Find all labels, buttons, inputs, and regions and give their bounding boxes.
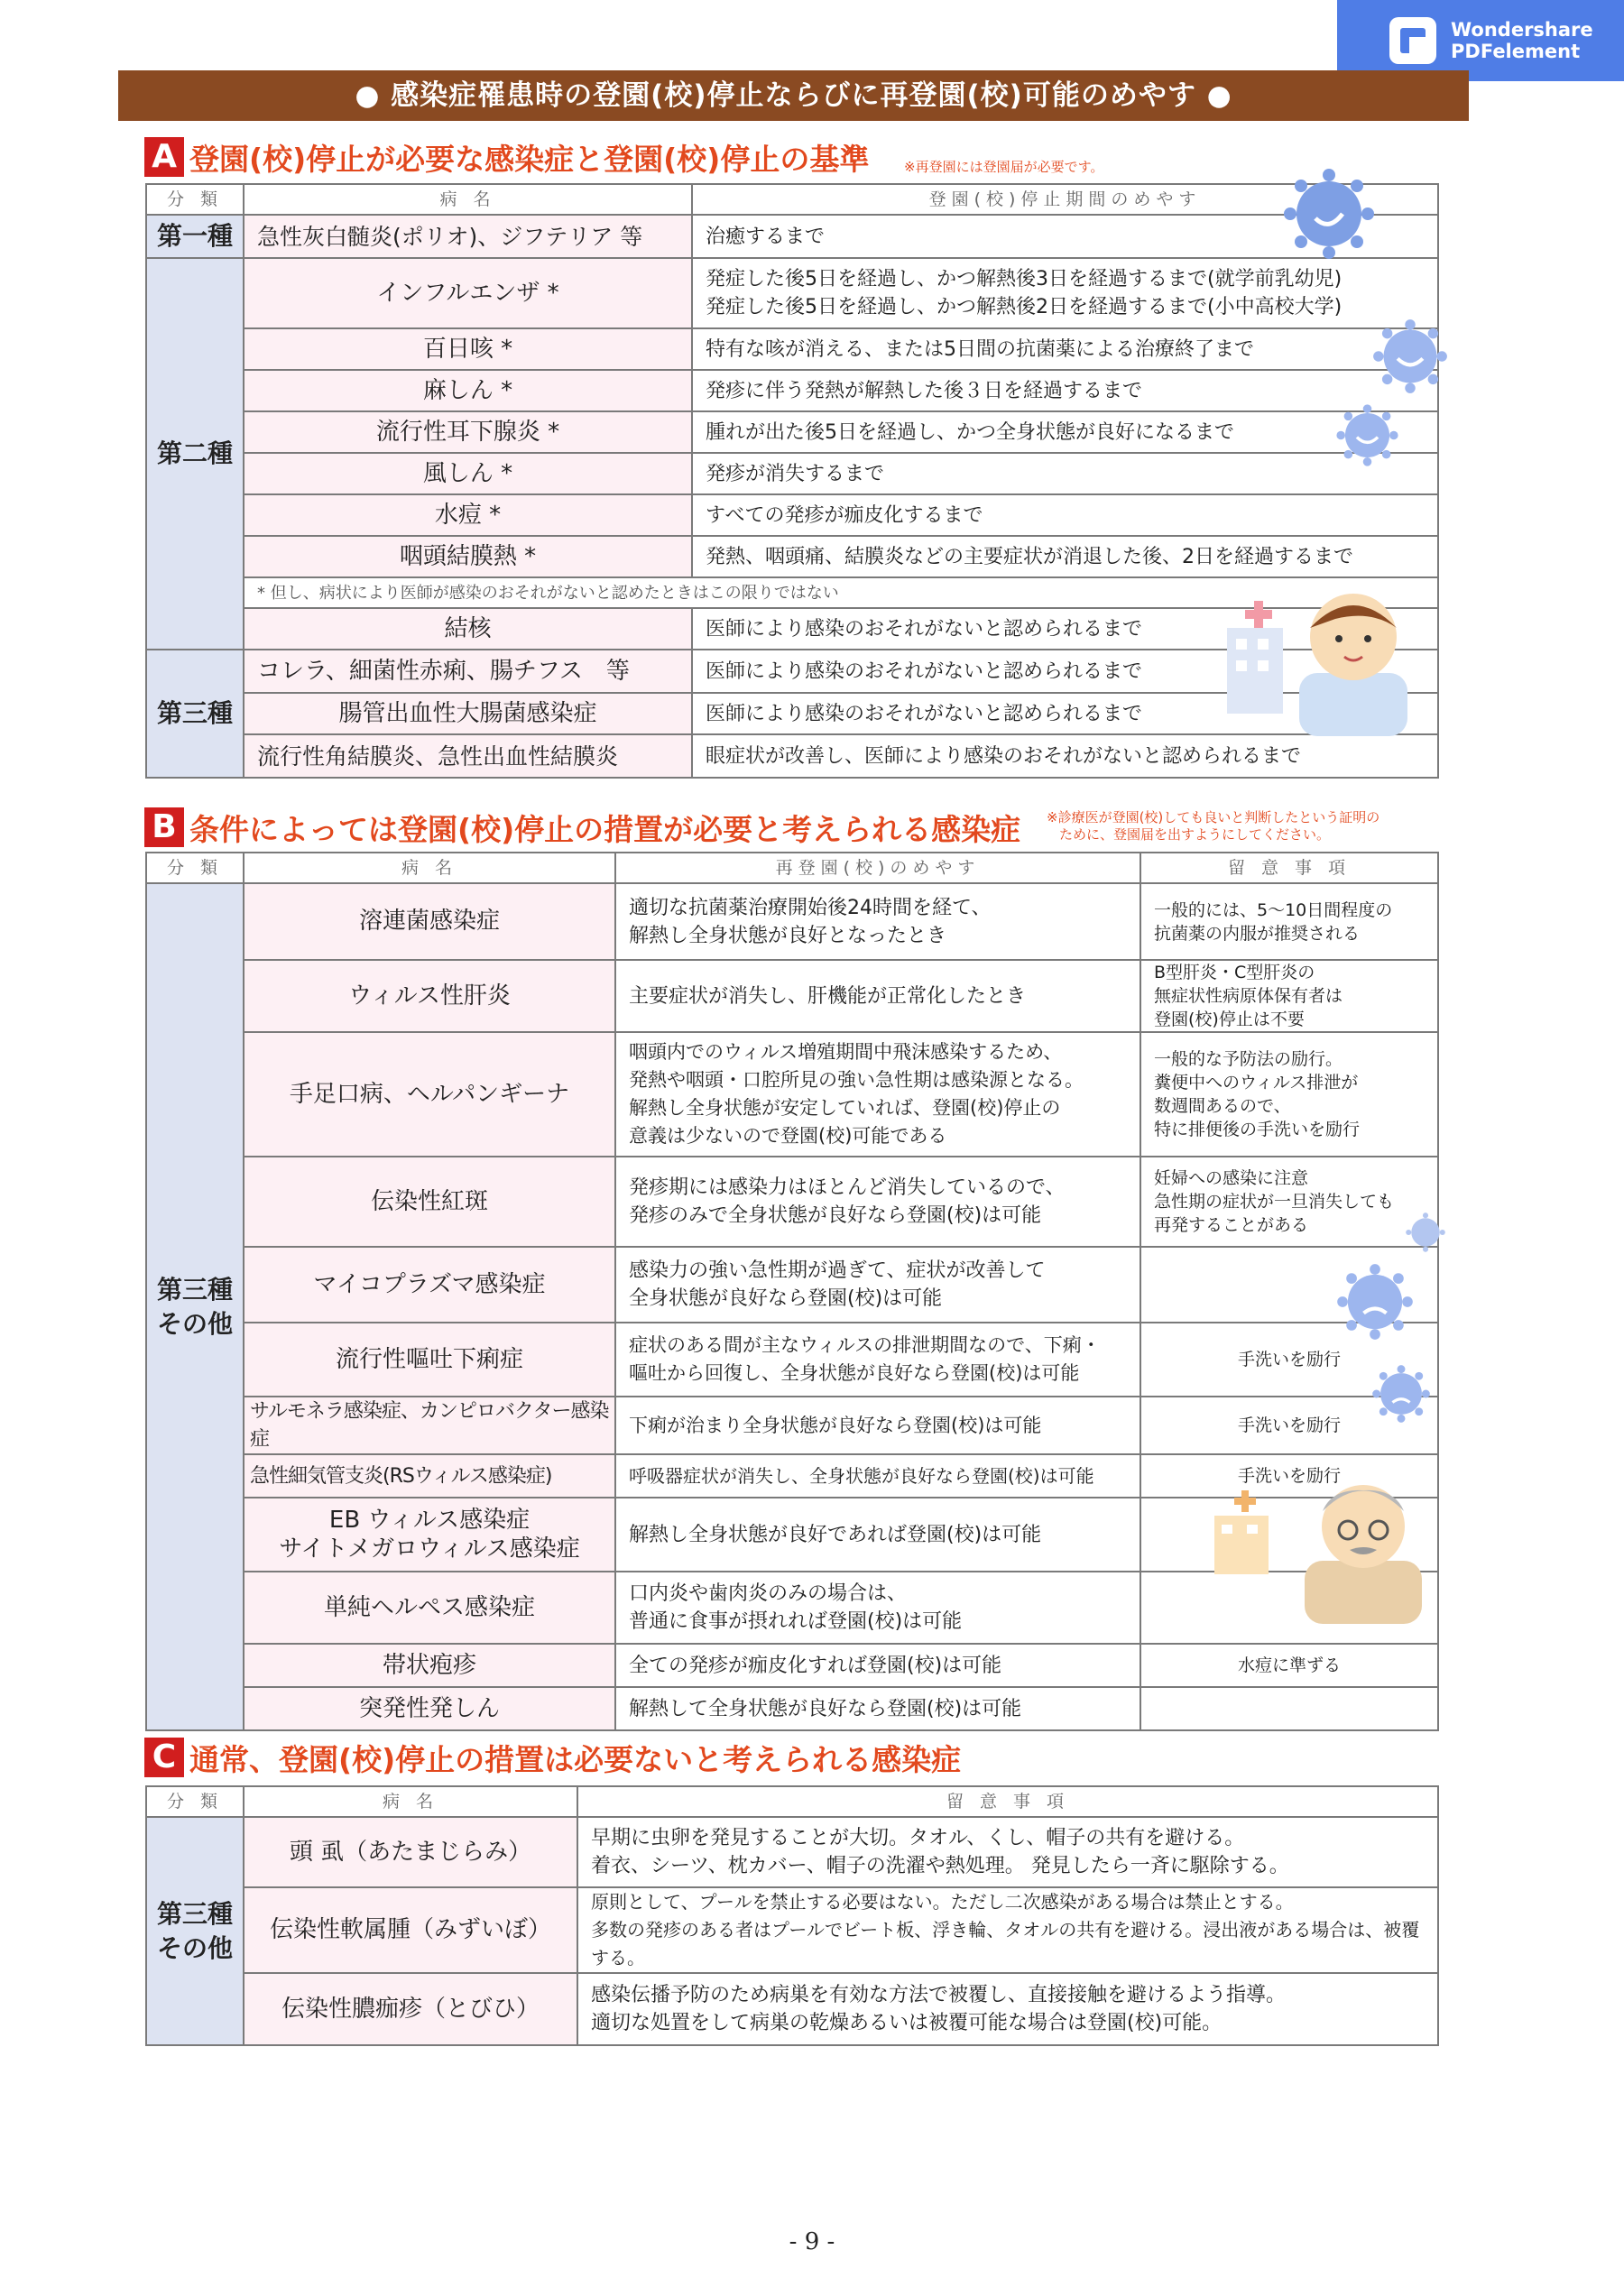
notes-text (577, 1887, 1438, 1973)
notes-text (1140, 1157, 1438, 1247)
period-text: 特有な咳が消える、または5日間の抗菌薬による治療終了まで (692, 328, 1438, 370)
return-line: 口内炎や歯肉炎のみの場合は、 (629, 1582, 908, 1605)
table-row (146, 1157, 1438, 1247)
period-text: 医師により感染のおそれがないと認められるまで (692, 693, 1438, 734)
table-row (146, 494, 1438, 536)
section-b-title (144, 806, 1020, 849)
return-line: 発熱や咽頭・口腔所見の強い急性期は感染源となる。 (629, 1069, 1084, 1091)
return-line: 発疹のみで全身状態が良好なら登園(校)は可能 (629, 1204, 1042, 1227)
notes-line: 登園(校)停止は不要 (1154, 1010, 1305, 1029)
period-line: 発症した後5日を経過し、かつ解熱後3日を経過するまで(就学前乳幼児) (706, 268, 1343, 290)
period-text: 医師により感染のおそれがないと認められるまで (692, 608, 1438, 650)
section-a-title (144, 135, 869, 179)
germ-smile-icon (1333, 401, 1401, 469)
table-row (146, 536, 1438, 577)
disease-name: 伝染性膿痂疹（とびひ） (244, 1973, 577, 2045)
disease-name: 伝染性紅斑 (244, 1157, 615, 1247)
period-text: 腫れが出た後5日を経過し、かつ全身状態が良好になるまで (692, 411, 1438, 453)
notes-line: 適切な処置をして病巣の乾燥あるいは被覆可能な場合は登園(校)可能。 (591, 2012, 1223, 2034)
header-notes: 留 意 事 項 (577, 1786, 1438, 1817)
disease-name: 風しん * (244, 453, 692, 494)
header-disease: 病 名 (244, 853, 615, 883)
table-row (146, 215, 1438, 258)
table-row (146, 1687, 1438, 1730)
header-return: 再登園(校)のめやす (615, 853, 1140, 883)
watermark-text (1451, 19, 1593, 62)
notes-text (1140, 1032, 1438, 1157)
page-banner: ● 感染症罹患時の登園(校)停止ならびに再登園(校)可能のめやす ● (118, 70, 1469, 121)
disease-name: 急性細気管支炎(RSウィルス感染症) (244, 1454, 615, 1498)
table-row (146, 960, 1438, 1032)
disease-name: 麻しん * (244, 370, 692, 411)
return-text (615, 1323, 1140, 1397)
return-line: 解熱し全身状態が安定していれば、登園(校)停止の (629, 1097, 1061, 1119)
return-line: 意義は少ないので登園(校)可能である (629, 1125, 947, 1147)
return-line: 普通に食事が摂れれば登園(校)は可能 (629, 1610, 963, 1633)
return-text (615, 1032, 1140, 1157)
pdfelement-logo-icon (1389, 17, 1436, 64)
disease-name: 溶連菌感染症 (244, 883, 615, 960)
page-number: - 9 - (789, 2228, 835, 2255)
table-c (145, 1785, 1439, 2046)
notes-text (1140, 1687, 1438, 1730)
disease-line: サイトメガロウィルス感染症 (279, 1535, 580, 1563)
disease-name: サルモネラ感染症、カンピロバクター感染症 (244, 1397, 615, 1454)
table-row (146, 1817, 1438, 1887)
table-row (146, 328, 1438, 370)
category-cell: 第三種 その他 (146, 1817, 244, 2045)
return-text (615, 1572, 1140, 1644)
notes-text (577, 1973, 1438, 2045)
notes-line: 早期に虫卵を発見することが大切。タオル、くし、帽子の共有を避ける。 (591, 1827, 1245, 1849)
return-line: 嘔吐から回復し、全身状態が良好なら登園(校)は可能 (629, 1362, 1080, 1384)
table-row (146, 1247, 1438, 1323)
table-row (146, 1397, 1438, 1454)
disease-name: 結核 (244, 608, 692, 650)
disease-name: コレラ、細菌性赤痢、腸チフス 等 (244, 650, 692, 693)
period-text: 発疹が消失するまで (692, 453, 1438, 494)
notes-line: 急性期の症状が一旦消失しても (1154, 1192, 1395, 1212)
elderly-doctor-illustration-icon (1214, 1462, 1431, 1624)
section-a-letter: A (144, 137, 184, 177)
category-cell: 第一種 (146, 215, 244, 258)
return-line: 全身状態が良好なら登園(校)は可能 (629, 1287, 943, 1310)
table-row (146, 1032, 1438, 1157)
watermark-badge (1337, 0, 1624, 81)
disease-name: 頭 虱（あたまじらみ） (244, 1817, 577, 1887)
table-row (146, 1973, 1438, 2045)
table-row (146, 1323, 1438, 1397)
notes-line: B型肝炎・C型肝炎の (1154, 963, 1315, 982)
doctor-illustration-icon (1227, 574, 1426, 736)
section-b-note-line: ために、登園届を出すようにしてください。 (1059, 826, 1331, 843)
notes-text: 水痘に準ずる (1140, 1644, 1438, 1687)
return-text (615, 1247, 1140, 1323)
header-category: 分 類 (146, 1786, 244, 1817)
notes-line: 多数の発疹のある者はプールでビート板、浮き輪、タオルの共有を避ける。浸出液がある場合は、被覆する。 (591, 1919, 1420, 1969)
period-text: 発熱、咽頭痛、結膜炎などの主要症状が消退した後、2日を経過するまで (692, 536, 1438, 577)
notes-text (1140, 960, 1438, 1032)
section-c-heading: 通常、登園(校)停止の措置は必要ないと考えられる感染症 (189, 1741, 962, 1777)
disease-name: 百日咳 * (244, 328, 692, 370)
notes-line: 糞便中へのウィルス排泄が (1154, 1073, 1359, 1093)
table-row (146, 453, 1438, 494)
return-line: 咽頭内でのウィルス増殖期間中飛沫感染するため、 (629, 1041, 1063, 1063)
section-b-letter: B (144, 807, 184, 847)
germ-smile-icon (1279, 164, 1379, 263)
return-text: 全ての発疹が痂皮化すれば登園(校)は可能 (615, 1644, 1140, 1687)
return-text: 呼吸器症状が消失し、全身状態が良好なら登園(校)は可能 (615, 1454, 1140, 1498)
notes-line: 一般的には、5～10日間程度の (1154, 899, 1393, 920)
disease-name: 急性灰白髄炎(ポリオ)、ジフテリア 等 (244, 215, 692, 258)
disease-name: 流行性嘔吐下痢症 (244, 1323, 615, 1397)
footnote-text: * 但し、病状により医師が感染のおそれがないと認めたときはこの限りではない (244, 577, 1438, 608)
return-text: 解熱し全身状態が良好であれば登園(校)は可能 (615, 1498, 1140, 1572)
notes-line: 妊婦への感染に注意 (1154, 1168, 1309, 1188)
table-row (146, 1644, 1438, 1687)
header-disease: 病 名 (244, 1786, 577, 1817)
return-line: 発疹期には感染力はほとんど消失しているので、 (629, 1176, 1066, 1199)
category-cell: 第二種 (146, 258, 244, 650)
section-b-note-line: ※診療医が登園(校)しても良いと判断したという証明の (1047, 809, 1380, 825)
notes-line: 特に排便後の手洗いを励行 (1154, 1120, 1361, 1139)
table-row (146, 370, 1438, 411)
section-c-letter: C (144, 1738, 184, 1777)
notes-text (1140, 883, 1438, 960)
disease-name (244, 1498, 615, 1572)
watermark-line1: Wondershare (1451, 19, 1593, 41)
notes-line: 感染伝播予防のため病巣を有効な方法で被覆し、直接接触を避けるよう指導。 (591, 1984, 1287, 2006)
return-text: 解熱して全身状態が良好なら登園(校)は可能 (615, 1687, 1140, 1730)
period-line: 発症した後5日を経過し、かつ解熱後2日を経過するまで(小中高校大学) (706, 296, 1343, 318)
section-b-note (1047, 809, 1379, 844)
category-cell: 第三種 その他 (146, 883, 244, 1730)
notes-line: 一般的な予防法の励行。 (1154, 1049, 1343, 1069)
disease-name: 伝染性軟属腫（みずいぼ） (244, 1887, 577, 1973)
disease-name: マイコプラズマ感染症 (244, 1247, 615, 1323)
notes-line: 抗菌薬の内服が推奨される (1154, 923, 1361, 944)
header-notes: 留 意 事 項 (1140, 853, 1438, 883)
table-row (146, 258, 1438, 328)
disease-name: 単純ヘルペス感染症 (244, 1572, 615, 1644)
notes-text: 手洗いを励行 (1140, 1454, 1438, 1498)
period-text (692, 258, 1438, 328)
return-line: 症状のある間が主なウィルスの排泄期間なので、下痢・ (629, 1334, 1101, 1356)
disease-name: 流行性角結膜炎、急性出血性結膜炎 (244, 734, 692, 778)
period-text: 医師により感染のおそれがないと認められるまで (692, 650, 1438, 693)
section-c-title (144, 1736, 961, 1779)
notes-line: 数週間あるので、 (1154, 1096, 1291, 1116)
table-row (146, 883, 1438, 960)
period-text: 治癒するまで (692, 215, 1438, 258)
header-category: 分 類 (146, 853, 244, 883)
notes-line: 無症状性病原体保有者は (1154, 986, 1343, 1006)
disease-name: ウィルス性肝炎 (244, 960, 615, 1032)
return-line: 適切な抗菌薬治療開始後24時間を経て、 (629, 896, 992, 919)
header-category: 分 類 (146, 184, 244, 215)
germ-sad-icon (1333, 1260, 1416, 1343)
header-period: 登園(校)停止期間のめやす (692, 184, 1438, 215)
disease-name: 水痘 * (244, 494, 692, 536)
category-cell: 第三種 (146, 650, 244, 778)
return-text (615, 883, 1140, 960)
disease-name: 流行性耳下腺炎 * (244, 411, 692, 453)
return-line: 感染力の強い急性期が過ぎて、症状が改善して (629, 1259, 1046, 1282)
disease-name: 突発性発しん (244, 1687, 615, 1730)
disease-name: 咽頭結膜熱 * (244, 536, 692, 577)
watermark-line2: PDFelement (1451, 41, 1581, 62)
disease-line: EB ウィルス感染症 (328, 1507, 531, 1534)
notes-text (577, 1817, 1438, 1887)
return-line: 解熱し全身状態が良好となったとき (629, 924, 947, 947)
notes-line: 再発することがある (1154, 1215, 1309, 1235)
period-text: 眼症状が改善し、医師により感染のおそれがないと認められるまで (692, 734, 1438, 778)
germ-icon (1404, 1211, 1447, 1254)
table-row (146, 1887, 1438, 1973)
section-a-heading: 登園(校)停止が必要な感染症と登園(校)停止の基準 (189, 141, 870, 177)
return-text: 下痢が治まり全身状態が良好なら登園(校)は可能 (615, 1397, 1140, 1454)
table-row (146, 411, 1438, 453)
return-text (615, 1157, 1140, 1247)
disease-name: インフルエンザ * (244, 258, 692, 328)
section-a-note: ※再登園には登園届が必要です。 (904, 159, 1104, 175)
germ-smile-icon (1370, 316, 1451, 397)
disease-name: 腸管出血性大腸菌感染症 (244, 693, 692, 734)
table-row (146, 734, 1438, 778)
germ-sad-icon (1370, 1362, 1433, 1425)
notes-text: 手洗いを励行 (1140, 1323, 1438, 1397)
period-text: すべての発疹が痂皮化するまで (692, 494, 1438, 536)
notes-line: 原則として、プールを禁止する必要はない。ただし二次感染がある場合は禁止とする。 (591, 1891, 1294, 1913)
notes-text: 手洗いを励行 (1140, 1397, 1438, 1454)
header-disease: 病 名 (244, 184, 692, 215)
return-text: 主要症状が消失し、肝機能が正常化したとき (615, 960, 1140, 1032)
notes-line: 着衣、シーツ、枕カバー、帽子の洗濯や熱処理。 発見したら一斉に駆除する。 (591, 1855, 1289, 1877)
period-text: 発疹に伴う発熱が解熱した後３日を経過するまで (692, 370, 1438, 411)
disease-name: 手足口病、ヘルパンギーナ (244, 1032, 615, 1157)
section-b-heading: 条件によっては登園(校)停止の措置が必要と考えられる感染症 (189, 811, 1021, 847)
disease-name: 帯状疱疹 (244, 1644, 615, 1687)
